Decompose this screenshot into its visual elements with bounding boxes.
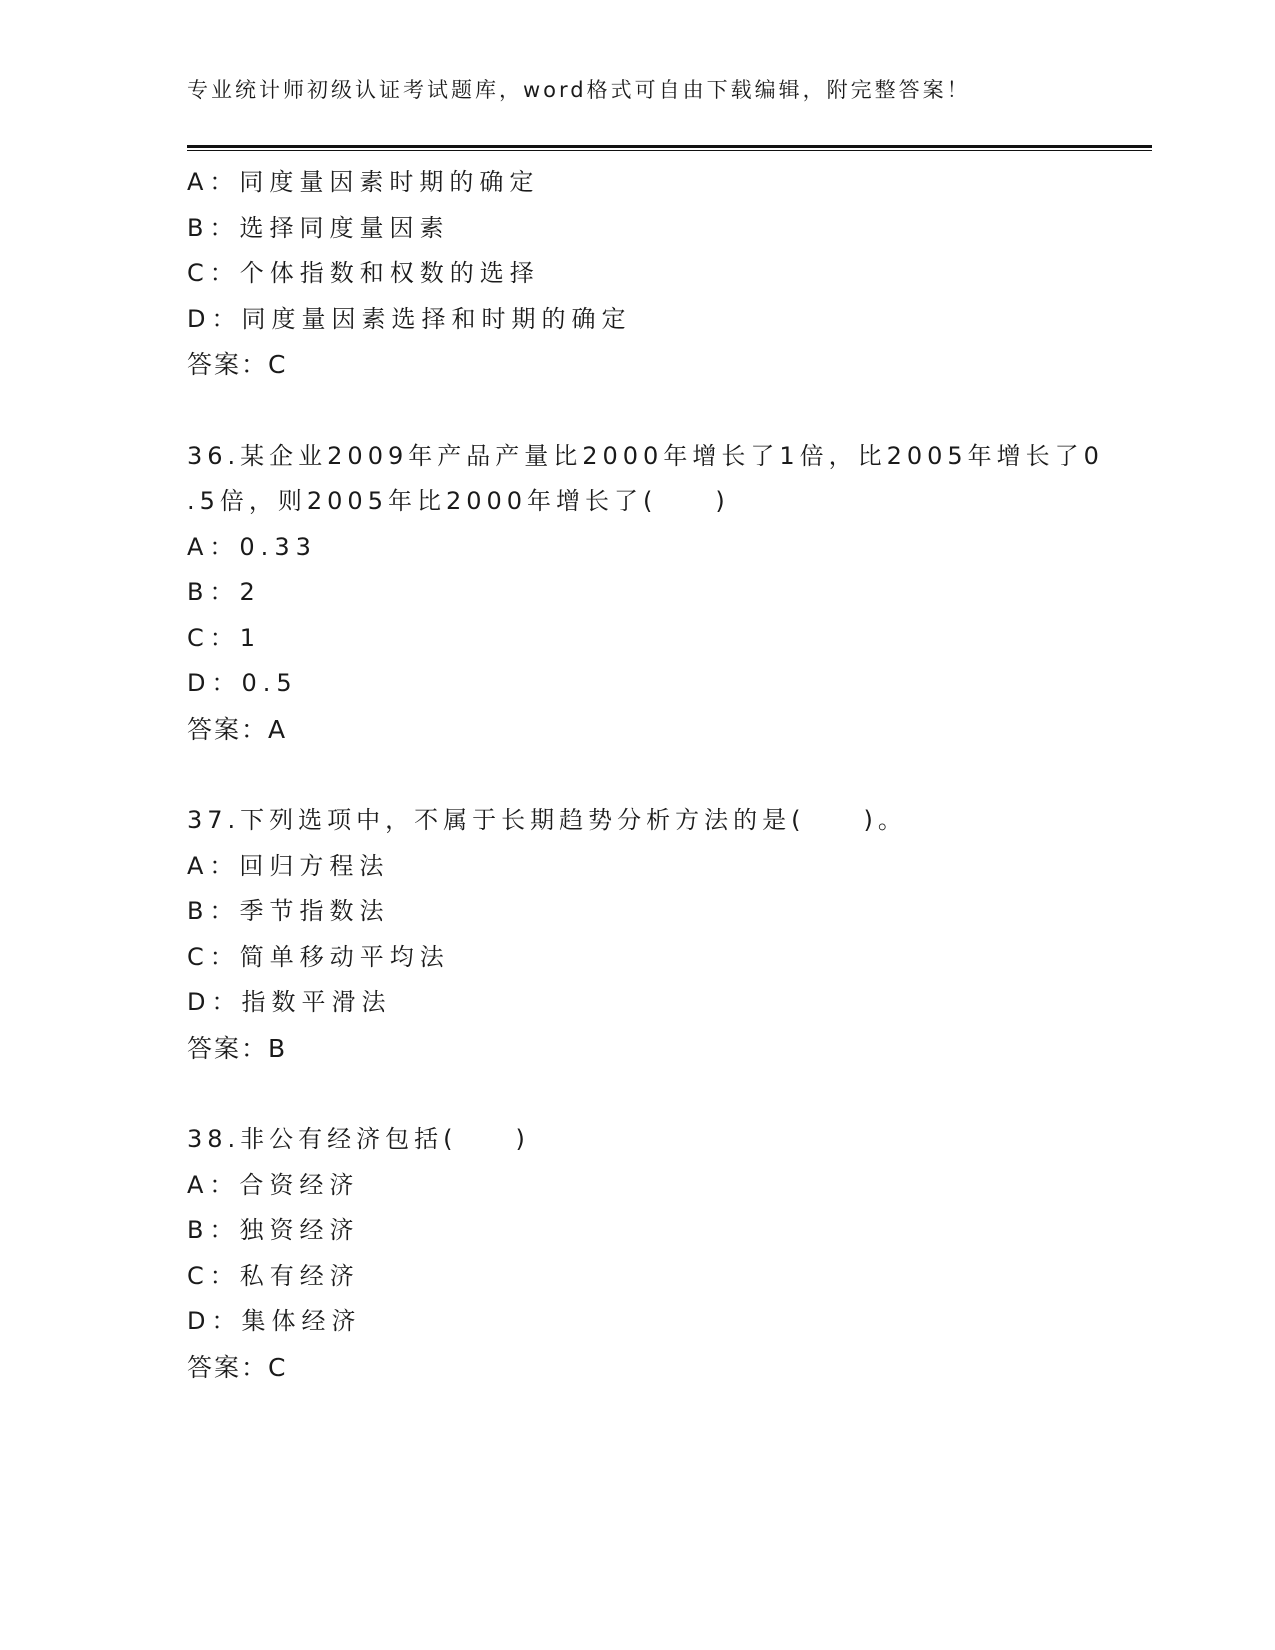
option-b: B：2 (187, 578, 261, 606)
option-a: A：同度量因素时期的确定 (187, 168, 540, 196)
question-stem-continued: .5倍，则2005年比2000年增长了( ) (187, 487, 730, 515)
option-a: A：回归方程法 (187, 851, 390, 880)
question-37 (187, 798, 1117, 1071)
question-stem: 38.非公有经济包括( ) (187, 1125, 530, 1153)
answer: 答案：B (187, 1033, 288, 1063)
question-35-continued (187, 160, 1117, 388)
answer: 答案：C (187, 1352, 288, 1382)
option-d: D：集体经济 (187, 1307, 362, 1335)
page-header: 专业统计师初级认证考试题库，word格式可自由下载编辑，附完整答案！ (187, 78, 971, 102)
header-divider-thick (187, 145, 1152, 148)
header-divider-thin (187, 150, 1152, 151)
option-d: D：同度量因素选择和时期的确定 (187, 304, 632, 333)
option-c: C：简单移动平均法 (187, 942, 450, 971)
option-b: B：季节指数法 (187, 897, 390, 925)
spacer (187, 1071, 1117, 1117)
answer: 答案：C (187, 350, 288, 379)
option-d: D：0.5 (187, 669, 298, 697)
option-a: A：合资经济 (187, 1170, 360, 1199)
question-stem: 36.某企业2009年产品产量比2000年增长了1倍，比2005年增长了0 (187, 441, 1104, 470)
spacer (187, 752, 1117, 798)
answer: 答案：A (187, 714, 288, 744)
option-d: D：指数平滑法 (187, 988, 392, 1016)
option-b: B：独资经济 (187, 1216, 360, 1244)
question-38 (187, 1117, 1117, 1390)
option-b: B：选择同度量因素 (187, 213, 450, 242)
option-c: C：个体指数和权数的选择 (187, 259, 540, 287)
spacer (187, 388, 1117, 434)
option-c: C：私有经济 (187, 1261, 360, 1290)
question-list (187, 160, 1117, 1390)
question-36 (187, 434, 1117, 753)
option-c: C：1 (187, 623, 262, 652)
option-a: A：0.33 (187, 532, 317, 561)
question-stem: 37.下列选项中，不属于长期趋势分析方法的是( )。 (187, 806, 907, 834)
